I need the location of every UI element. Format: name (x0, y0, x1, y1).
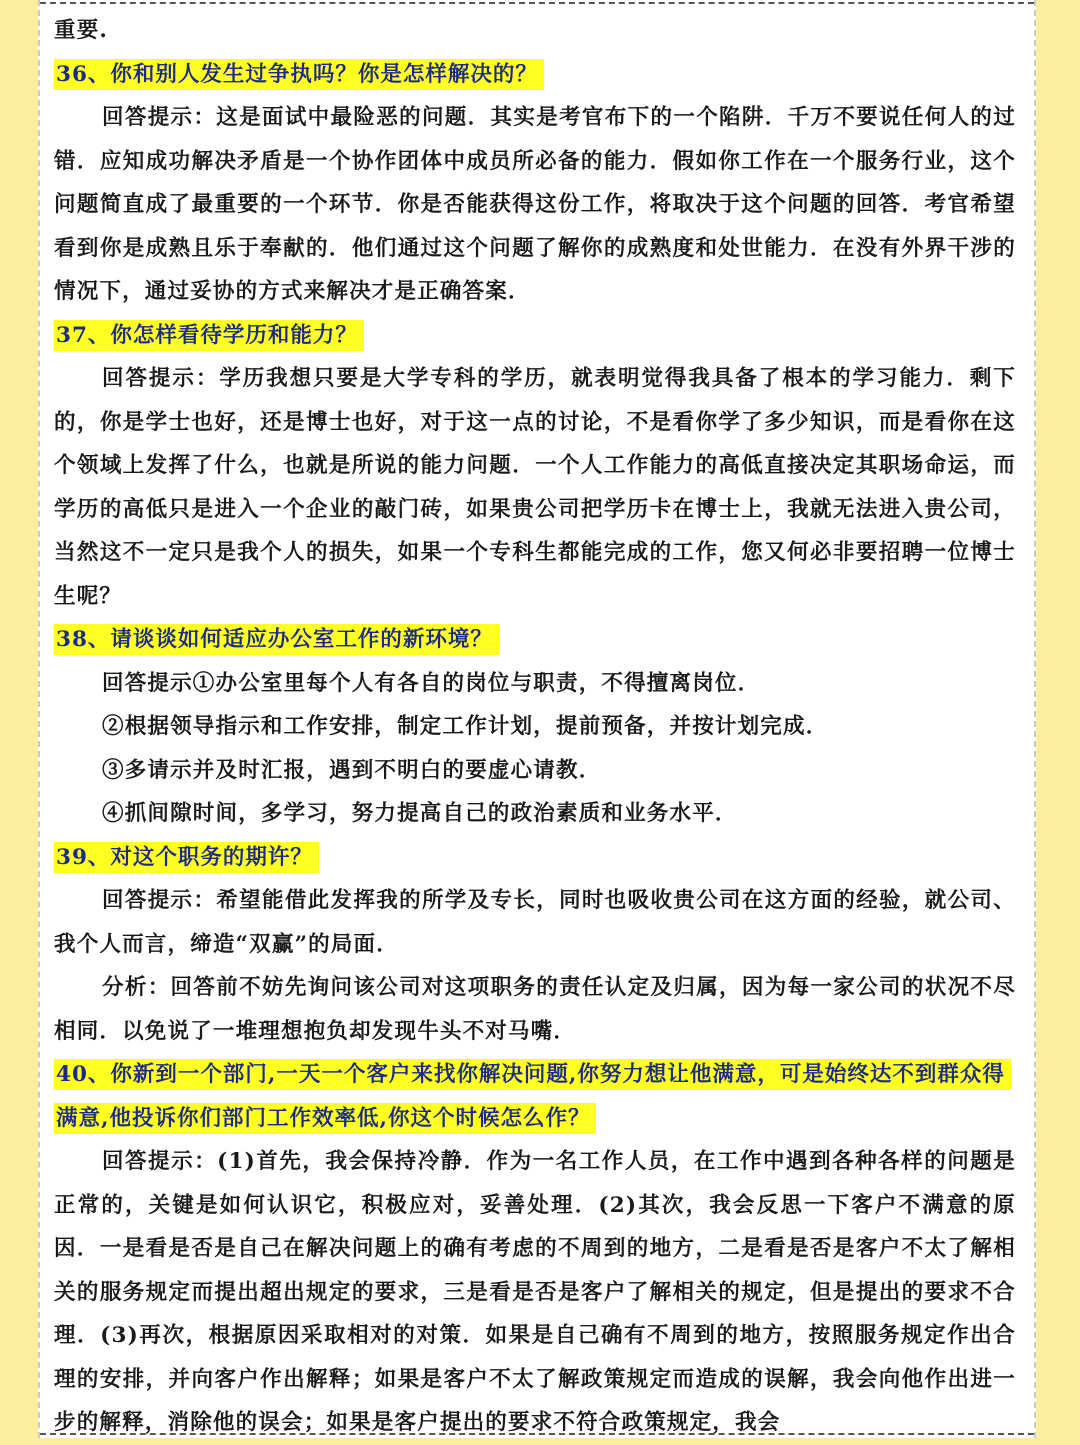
question-38-text: 38、请谈谈如何适应办公室工作的新环境？ (54, 624, 499, 655)
answer-36: 回答提示：这是面试中最险恶的问题．其实是考官布下的一个陷阱．千万不要说任何人的过错．应知成功解决矛盾是一个协作团体中成员所必备的能力．假如你工作在一个服务行业，这个问题简直成了最重要的一个环节．你是否能获得这份工作，将取决于这个问题的回答．考官希望看到你是成熟且乐于奉献的．他们通过这个问题了解你的成熟度和处世能力．在没有外界干涉的情况下，通过妥协的方式来解决才是正确答案． (54, 105, 1016, 304)
answer-38-item-1: 回答提示①办公室里每个人有各自的岗位与职责，不得擅离岗位． (102, 670, 761, 696)
answer-38-item-2: ②根据领导指示和工作安排，制定工作计划，提前预备，并按计划完成． (102, 714, 829, 739)
question-36-text: 36、你和别人发生过争执吗？你是怎样解决的？ (54, 59, 544, 90)
document-page (38, 0, 1036, 1438)
bottom-dashed-border (40, 1433, 1034, 1435)
top-dashed-border (40, 2, 1034, 4)
answer-40: 回答提示：(1)首先，我会保持冷静．作为一名工作人员，在工作中遇到各种各样的问题是正常的，关键是如何认识它，积极应对，妥善处理．(2)其次，我会反思一下客户不满意的原因．一是看是否是自己在解决问题上的确有考虑的不周到的地方，二是看是否是客户不太了解相关的服务规定而提出超出规定的要求，三是看是否是客户了解相关的规定，但是提出的要求不合理．(3)再次，根据原因采取相对的对策．如果是自己确有不周到的地方，按照服务规定作出合理的安排，并向客户作出解释；如果是客户不太了解政策规定而造成的误解，我会向他作出进一步的解释，消除他的误会；如果是客户提出的要求不符合政策规定，我会 (54, 1149, 1016, 1435)
question-37 (54, 314, 1016, 358)
answer-37: 回答提示：学历我想只要是大学专科的学历，就表明觉得我具备了根本的学习能力．剩下的，你是学士也好，还是博士也好，对于这一点的讨论，不是看你学了多少知识，而是看你在这个领域上发挥了什么，也就是所说的能力问题．一个人工作能力的高低直接决定其职场命运，而学历的高低只是进入一个企业的敲门砖，如果贵公司把学历卡在博士上，我就无法进入贵公司，当然这不一定只是我个人的损失，如果一个专科生都能完成的工作，您又何必非要招聘一位博士生呢？ (54, 366, 1016, 609)
question-39-text: 39、对这个职务的期许？ (54, 842, 319, 873)
question-36 (54, 53, 1016, 97)
answer-38-item-3: ③多请示并及时汇报，遇到不明白的要虚心请教． (102, 757, 602, 783)
question-38 (54, 618, 1016, 662)
analysis-39: 分析：回答前不妨先询问该公司对这项职务的责任认定及归属，因为每一家公司的状况不尽相同．以免说了一堆理想抱负却发现牛头不对马嘴． (54, 975, 1016, 1044)
intro-text: 重要. (54, 18, 109, 43)
answer-39: 回答提示：希望能借此发挥我的所学及专长，同时也吸收贵公司在这方面的经验，就公司、我个人而言，缔造“双赢”的局面． (54, 888, 1016, 957)
question-40 (54, 1053, 1016, 1140)
question-40-text: 40、你新到一个部门,一天一个客户来找你解决问题,你努力想让他满意，可是始终达不到群众得满意,他投诉你们部门工作效率低,你这个时候怎么作？ (54, 1059, 1011, 1134)
answer-38-item-4: ④抓间隙时间，多学习，努力提高自己的政治素质和业务水平． (102, 801, 738, 826)
document-content (54, 9, 1016, 1445)
question-39 (54, 836, 1016, 880)
question-37-text: 37、你怎样看待学历和能力？ (54, 320, 364, 351)
